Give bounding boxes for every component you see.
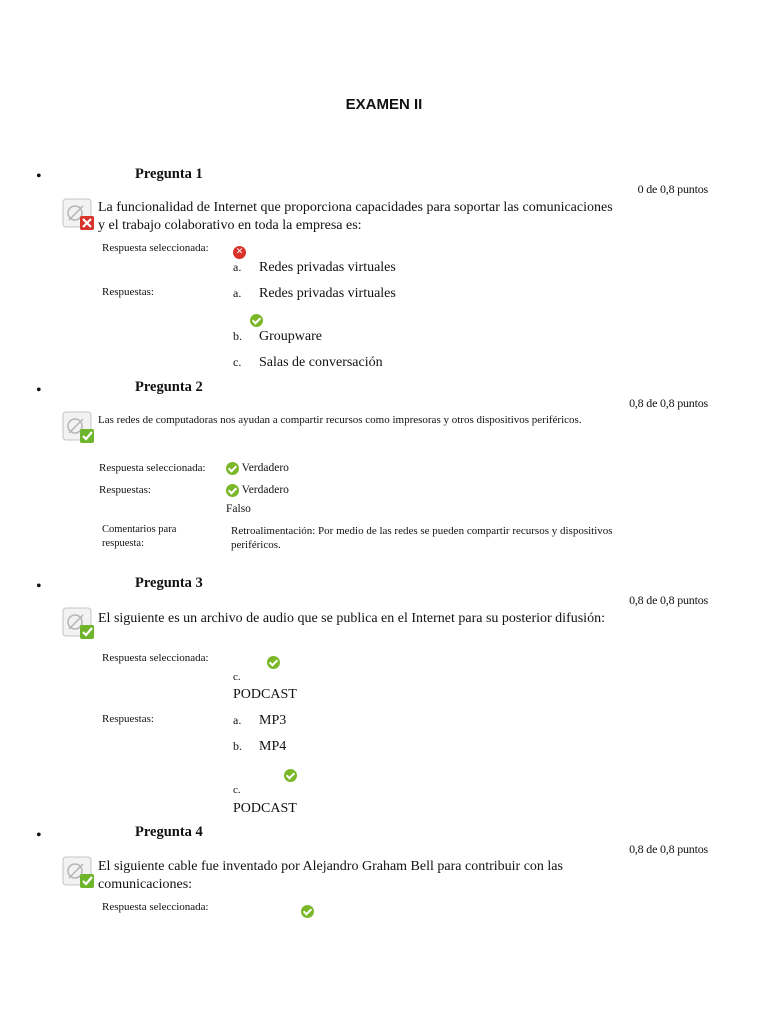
question-heading: Pregunta 2 [135, 379, 203, 395]
selected-answer-label: Respuesta seleccionada: [102, 652, 209, 664]
answer-option: Falso [226, 503, 251, 515]
question-heading: Pregunta 4 [135, 824, 203, 840]
list-bullet: • [36, 168, 42, 185]
answer-option: b. Groupware [233, 329, 322, 344]
answers-label: Respuestas: [102, 713, 154, 725]
question-score: 0,8 de 0,8 puntos [629, 842, 708, 856]
selected-answer: PODCAST [233, 687, 297, 702]
answer-option: PODCAST [233, 801, 297, 816]
question-text: La funcionalidad de Internet que proporciona capacidades para soportar las comunicaciones y el trabajo colaborativo en toda la empresa es: [98, 200, 613, 233]
feedback-text: Retroalimentación: Por medio de las redes se pueden compartir recursos y dispositivos periféricos. [231, 525, 613, 551]
question-text: El siguiente cable fue inventado por Alejandro Graham Bell para contribuir con las comunicaciones: [98, 859, 563, 892]
answer-option: c. Salas de conversación [233, 355, 383, 370]
correct-question-icon [62, 607, 96, 641]
correct-question-icon [62, 856, 96, 890]
answers-label: Respuestas: [102, 286, 154, 298]
correct-icon [267, 656, 280, 669]
question-text: El siguiente es un archivo de audio que se publica en el Internet para su posterior difusión: [98, 611, 605, 626]
answer-option: b. MP4 [233, 739, 287, 754]
list-bullet: • [36, 382, 42, 399]
selected-answer-label: Respuesta seleccionada: [102, 242, 209, 254]
correct-icon [284, 769, 297, 782]
question-heading: Pregunta 1 [135, 166, 203, 182]
correct-icon [226, 484, 239, 497]
selected-answer: a. Redes privadas virtuales [233, 260, 396, 275]
question-heading: Pregunta 3 [135, 575, 203, 591]
incorrect-icon: ✕ [233, 246, 246, 259]
question-score: 0,8 de 0,8 puntos [629, 593, 708, 607]
answer-option: a. MP3 [233, 713, 287, 728]
answers-label: Respuestas: [99, 484, 151, 496]
incorrect-question-icon [62, 198, 96, 232]
correct-icon [301, 905, 314, 918]
correct-icon [250, 314, 263, 327]
answer-option-letter: c. [233, 784, 241, 796]
list-bullet: • [36, 827, 42, 844]
selected-answer-label: Respuesta seleccionada: [102, 901, 209, 913]
correct-icon [226, 462, 239, 475]
selected-answer-letter: c. [233, 671, 241, 683]
correct-question-icon [62, 411, 96, 445]
page-title: EXAMEN II [345, 96, 423, 113]
list-bullet: • [36, 578, 42, 595]
question-text: Las redes de computadoras nos ayudan a compartir recursos como impresoras y otros dispositivos periféricos. [98, 414, 582, 426]
question-score: 0,8 de 0,8 puntos [629, 396, 708, 410]
answer-option: a. Redes privadas virtuales [233, 286, 396, 301]
selected-answer-label: Respuesta seleccionada: [99, 462, 206, 474]
question-score: 0 de 0,8 puntos [637, 182, 708, 196]
selected-answer: Verdadero [226, 462, 289, 475]
answer-option: Verdadero [226, 484, 289, 497]
comments-label: Comentarios para respuesta: [102, 524, 177, 549]
